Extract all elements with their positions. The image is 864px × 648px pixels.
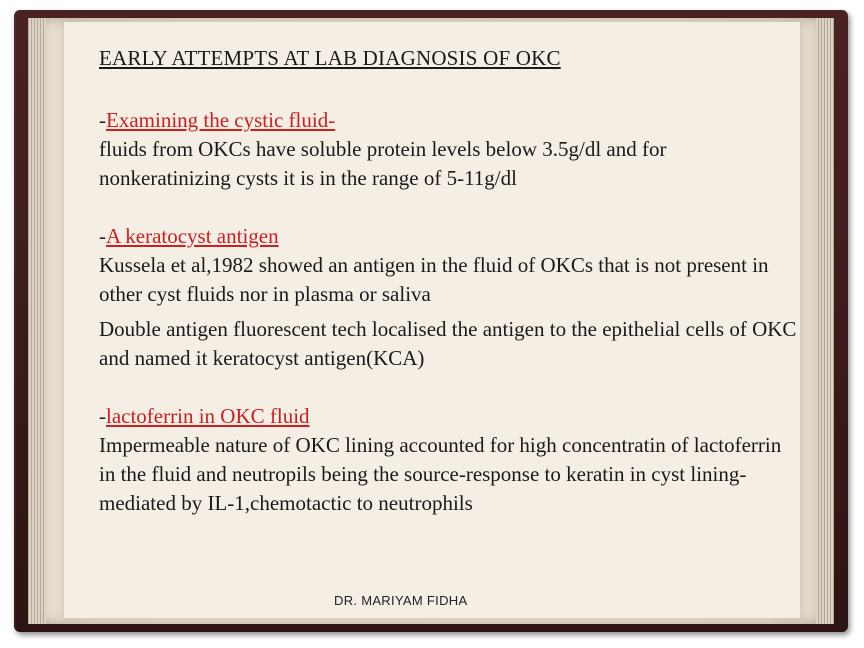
footer-author: DR. MARIYAM FIDHA (334, 593, 468, 608)
slide-body (99, 44, 799, 518)
section-paragraph: Double antigen fluorescent tech localised the antigen to the epithelial cells of OKC and named it keratocyst antigen(KCA) (99, 317, 797, 370)
section-paragraph: fluids from OKCs have soluble protein levels below 3.5g/dl and for nonkeratinizing cysts it is in the range of 5-11g/dl (99, 137, 667, 190)
section-cystic-fluid (99, 106, 799, 193)
section-paragraph: Impermeable nature of OKC lining accounted for high concentratin of lactoferrin in the fluid and neutropils being the source-response to keratin in cyst lining-mediated by IL-1,chemotactic to neutrophils (99, 433, 782, 515)
section-heading (99, 222, 799, 251)
section-heading (99, 402, 799, 431)
heading-label: A keratocyst antigen (106, 224, 279, 248)
heading-label: Examining the cystic fluid- (106, 108, 336, 132)
heading-prefix: - (99, 224, 106, 248)
section-paragraph: Kussela et al,1982 showed an antigen in the fluid of OKCs that is not present in other cyst fluids nor in plasma or saliva (99, 253, 769, 306)
section-keratocyst-antigen (99, 222, 799, 373)
section-heading (99, 106, 799, 135)
heading-label: lactoferrin in OKC fluid (106, 404, 310, 428)
section-lactoferrin (99, 402, 799, 518)
heading-prefix: - (99, 108, 106, 132)
slide-title: EARLY ATTEMPTS AT LAB DIAGNOSIS OF OKC (99, 46, 561, 70)
heading-prefix: - (99, 404, 106, 428)
